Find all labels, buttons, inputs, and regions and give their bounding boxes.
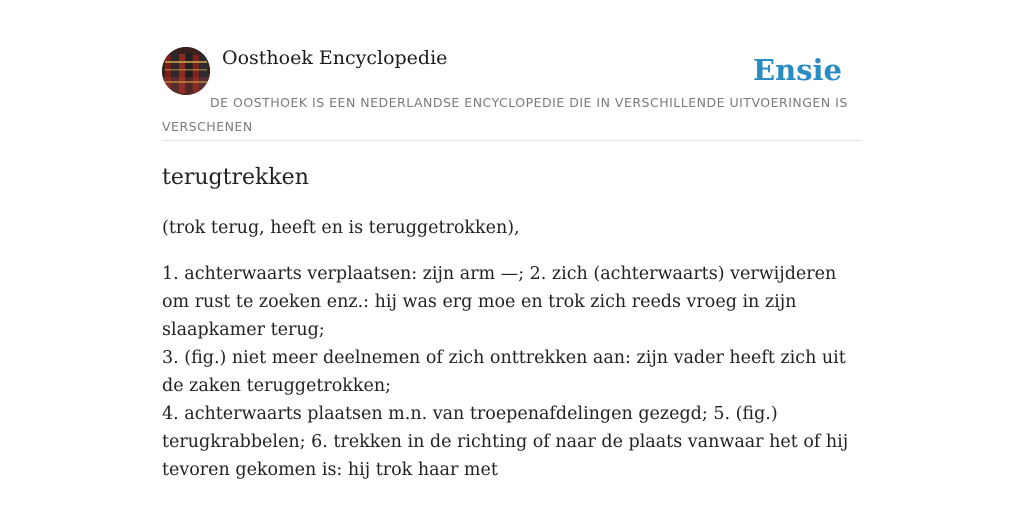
brand-logo[interactable]: Ensie <box>753 53 842 87</box>
entry-definitions <box>162 260 862 484</box>
encyclopedia-books-icon[interactable] <box>162 47 210 95</box>
entry-content <box>162 162 862 484</box>
definition-paragraph: 3. (fig.) niet meer deelnemen of zich onttrekken aan: zijn vader heeft zich uit de zaken teruggetrokken; <box>162 348 846 396</box>
entry-grammar: (trok terug, heeft en is teruggetrokken), <box>162 218 520 238</box>
definition-paragraph: 4. achterwaarts plaatsen m.n. van troepenafdelingen gezegd; 5. (fig.) terugkrabbelen; 6. trekken in de richting of naar de plaats vanwaar het of hij tevoren gekomen is: hij trok haar met <box>162 404 849 480</box>
header <box>162 46 862 141</box>
entry-headword: terugtrekken <box>162 165 309 190</box>
source-tagline: DE OOSTHOEK IS EEN NEDERLANDSE ENCYCLOPEDIE DIE IN VERSCHILLENDE UITVOERINGEN IS VERSCHENEN <box>162 95 848 134</box>
source-name[interactable]: Oosthoek Encyclopedie <box>222 47 448 69</box>
definition-paragraph: 1. achterwaarts verplaatsen: zijn arm —; 2. zich (achterwaarts) verwijderen om rust te zoeken enz.: hij was erg moe en trok zich reeds vroeg in zijn slaapkamer terug; <box>162 264 837 340</box>
